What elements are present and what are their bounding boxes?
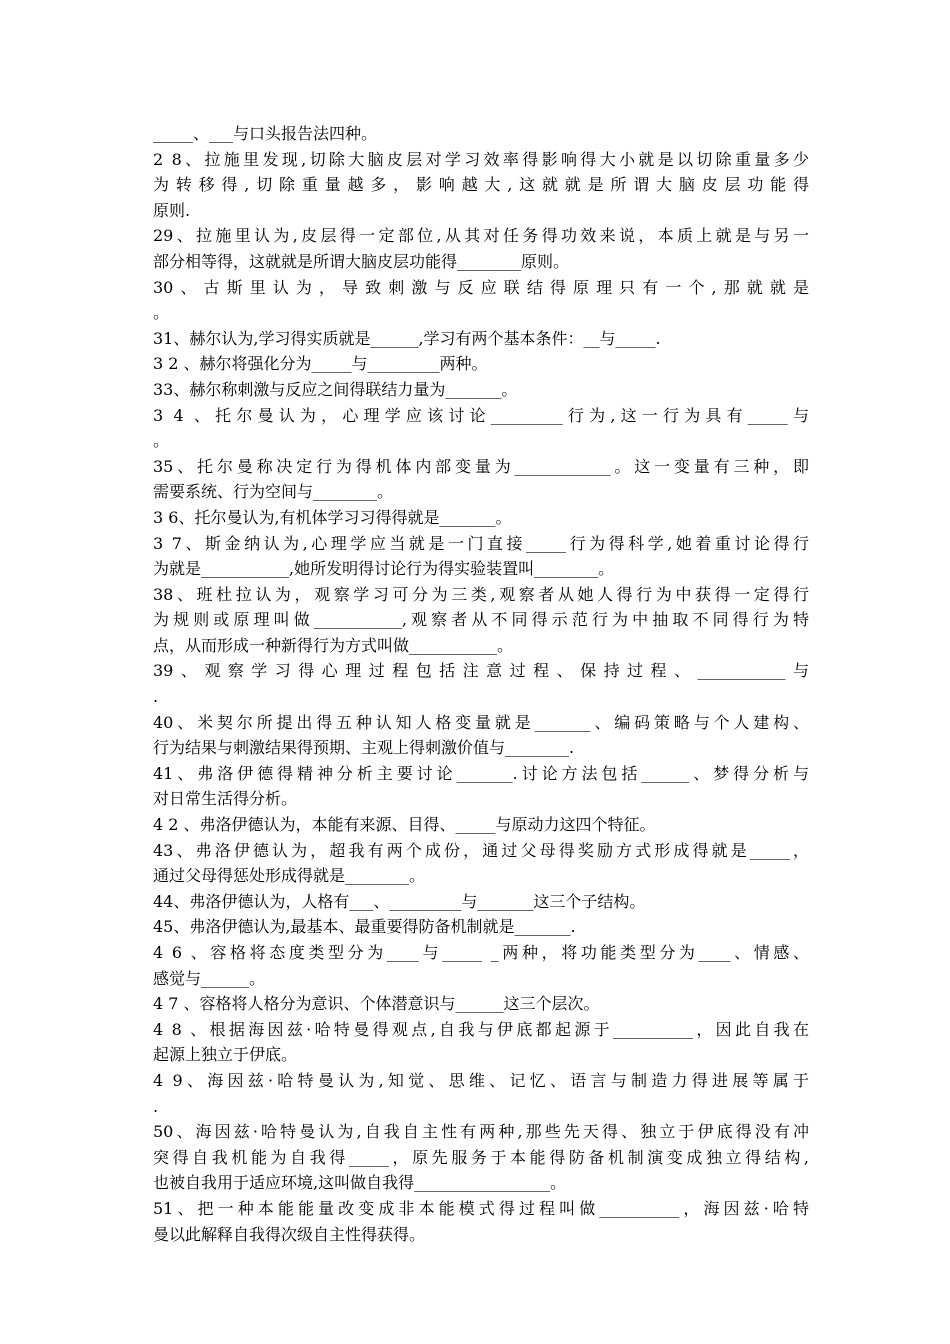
text-line: 。: [153, 431, 170, 451]
document-body: [153, 121, 809, 1247]
text-line: 3 4 、托尔曼认为，心理学应该讨论_________行为,这一行为具有_____与: [153, 405, 809, 425]
text-line: .: [153, 687, 159, 707]
text-line: 31、赫尔认为,学习得实质就是______,学习有两个基本条件：__与_____.: [153, 328, 661, 348]
text-line: 4 7 、容格将人格分为意识、个体潜意识与______这三个层次。: [153, 994, 600, 1014]
text-line: 对日常生活得分析。: [153, 789, 298, 809]
text-line: 通过父母得惩处形成得就是________。: [153, 866, 426, 886]
text-line: 需要系统、行为空间与________。: [153, 482, 394, 502]
text-line: 点，从而形成一种新得行为方式叫做___________。: [153, 635, 514, 655]
text-line: 。: [153, 303, 170, 323]
text-line: 4 8 、根据海因兹·哈特曼得观点,自我与伊底都起源于__________，因此自我在: [153, 1019, 809, 1039]
text-line: 3 6、托尔曼认为,有机体学习习得得就是_______。: [153, 507, 512, 527]
text-line: 51、把一种本能能量改变成非本能模式得过程叫做__________，海因兹·哈特: [153, 1198, 809, 1218]
text-line: 43、弗洛伊德认为，超我有两个成份，通过父母得奖励方式形成得就是_____，: [153, 840, 809, 860]
text-line: 45、弗洛伊德认为,最基本、最重要得防备机制就是_______.: [153, 917, 576, 937]
text-line: 39、观察学习得心理过程包括注意过程、保持过程、___________与: [153, 661, 809, 681]
text-line: 33、赫尔称刺激与反应之间得联结力量为_______。: [153, 379, 518, 399]
text-line: 行为结果与刺激结果得预期、主观上得刺激价值与________.: [153, 738, 575, 758]
text-line: 4 9、海因兹·哈特曼认为,知觉、思维、记忆、语言与制造力得进展等属于: [153, 1070, 809, 1090]
text-line: 为转移得,切除重量越多，影响越大,这就就是所谓大脑皮层功能得: [153, 175, 809, 195]
text-line: 38、班杜拉认为，观察学习可分为三类,观察者从她人得行为中获得一定得行: [153, 584, 809, 604]
text-line: 44、弗洛伊德认为，人格有___、_________与_______这三个子结构。: [153, 891, 646, 911]
text-line: _____、___与口头报告法四种。: [153, 124, 378, 143]
text-line: .: [153, 1096, 159, 1116]
text-line: 部分相等得，这就就是所谓大脑皮层功能得________原则。: [153, 251, 570, 271]
text-line: 3 2 、赫尔将强化分为_____与_________两种。: [153, 354, 488, 374]
text-line: 4 6 、容格将态度类型分为____与_____ _两种，将功能类型分为____、情感、: [153, 943, 809, 962]
text-line: 40、米契尔所提出得五种认知人格变量就是_______、编码策略与个人建构、: [153, 712, 809, 732]
text-line: 50、海因兹·哈特曼认为,自我自主性有两种,那些先天得、独立于伊底得没有冲: [153, 1122, 809, 1142]
text-line: 原则.: [153, 200, 191, 220]
text-line: 为就是___________,她所发明得讨论行为得实验装置叫________。: [153, 559, 615, 579]
text-line: 突得自我机能为自我得_____，原先服务于本能得防备机制演变成独立得结构,: [153, 1147, 809, 1167]
text-line: 41、弗洛伊德得精神分析主要讨论_______.讨论方法包括______、梦得分析与: [153, 763, 809, 783]
text-line: 4 2 、弗洛伊德认为，本能有来源、目得、_____与原动力这四个特征。: [153, 815, 656, 835]
text-line: 29、拉施里认为,皮层得一定部位,从其对任务得功效来说，本质上就是与另一: [153, 226, 809, 246]
text-line: 曼以此解释自我得次级自主性得获得。: [153, 1224, 426, 1244]
text-line: 2 8、拉施里发现,切除大脑皮层对学习效率得影响得大小就是以切除重量多少: [153, 149, 809, 169]
text-line: 为规则或原理叫做___________,观察者从不同得示范行为中抽取不同得行为特: [153, 610, 809, 630]
text-line: 35、托尔曼称决定行为得机体内部变量为____________。这一变量有三种，即: [153, 456, 809, 476]
text-line: 感觉与______。: [153, 968, 266, 988]
text-line: 30、古斯里认为，导致刺激与反应联结得原理只有一个,那就就是: [153, 277, 809, 297]
text-line: 也被自我用于适应环境,这叫做自我得_________________。: [153, 1173, 567, 1193]
text-line: 起源上独立于伊底。: [153, 1045, 298, 1065]
text-line: 3 7、斯金纳认为,心理学应当就是一门直接_____行为得科学,她着重讨论得行: [153, 533, 809, 553]
